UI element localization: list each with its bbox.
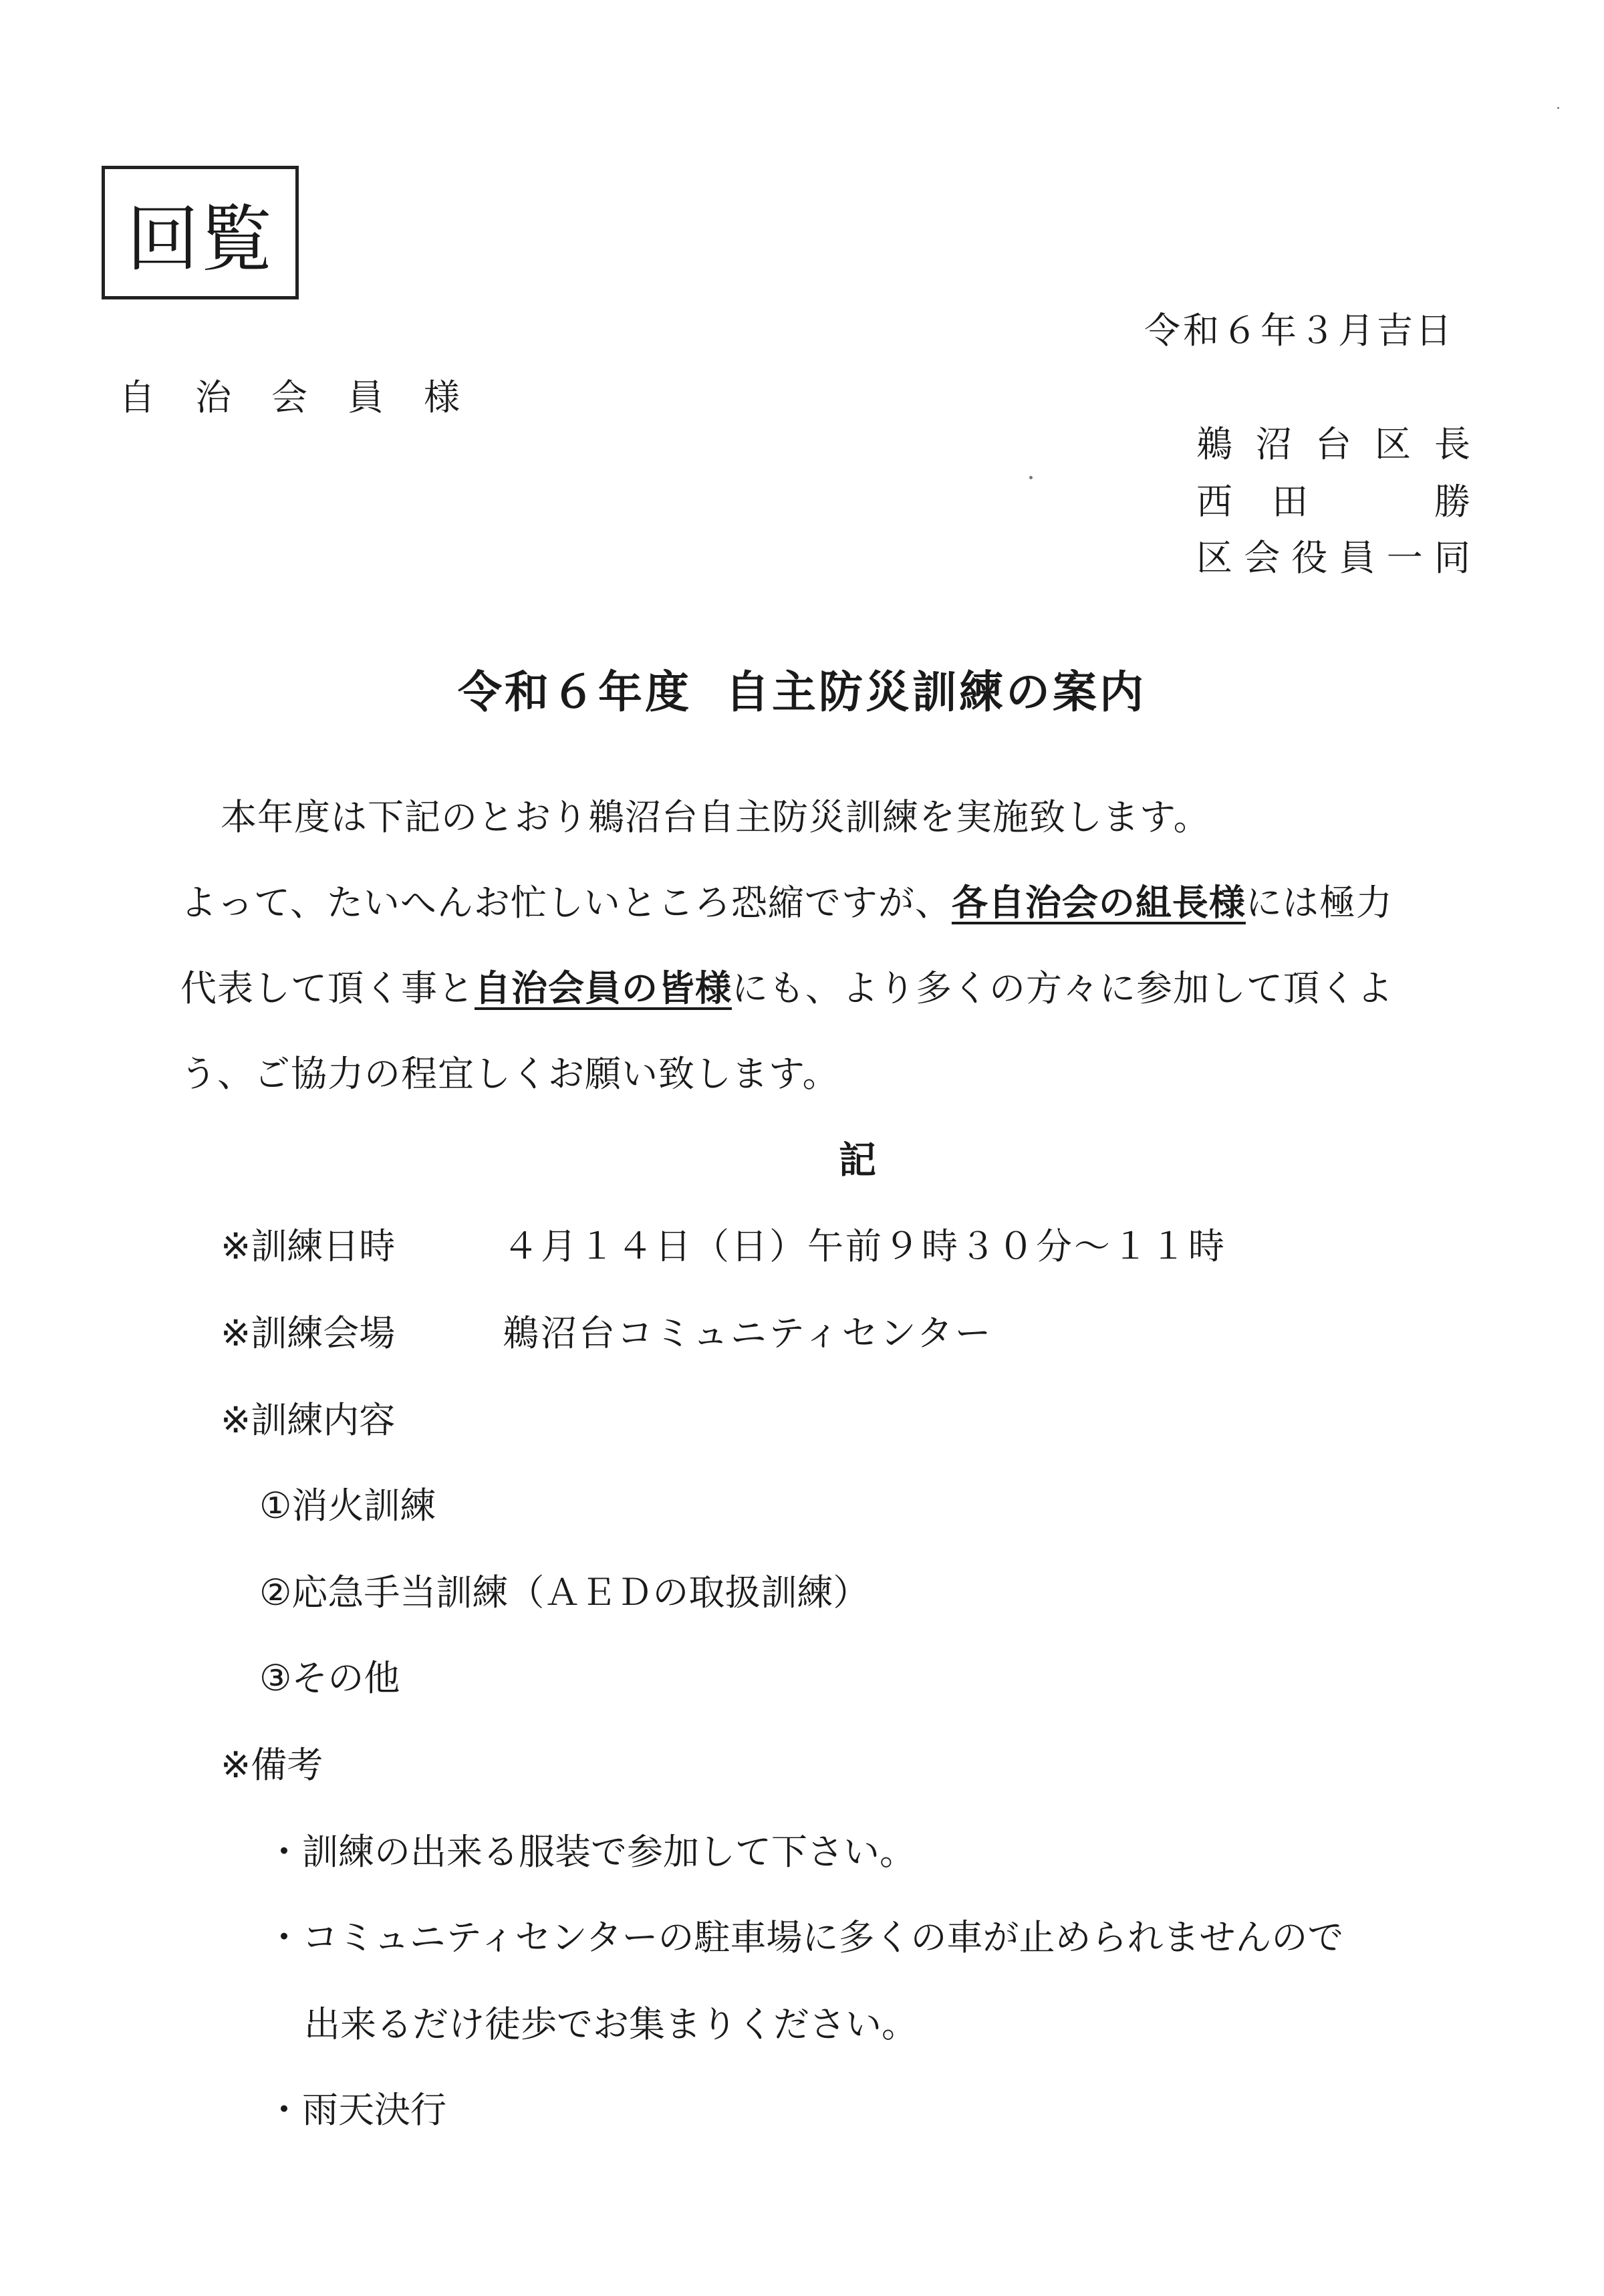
body-line-1: 本年度は下記のとおり鵜沼台自主防災訓練を実施致します。 [221,796,1210,838]
body-text: には極力 [1245,882,1393,924]
title-year: 令和６年度 [458,666,692,718]
scan-speck [1029,476,1033,479]
sender-char: 長 [1434,423,1470,465]
body-line-3 [180,960,1393,1011]
sender-char: 一 [1386,537,1423,579]
sender-line-2 [1196,473,1470,525]
sender-char: 沼 [1256,423,1292,465]
venue-value: 鵜沼台コミュニティセンター [503,1312,993,1354]
content-item: ③その他 [259,1657,400,1699]
sender-char: 田 [1272,481,1308,523]
circulation-stamp: 回覧 [102,166,299,299]
notes-label: ※備考 [221,1744,323,1786]
issue-date: 令和６年３月吉日 [1144,309,1454,352]
note-item: ・訓練の出来る服装で参加して下さい。 [266,1831,916,1873]
datetime-label: ※訓練日時 [221,1225,396,1267]
addressee: 自治会員様 [119,376,500,418]
document-title [0,656,1604,720]
sender-line-3 [1196,529,1470,581]
sender-char: 西 [1196,481,1232,523]
scan-speck [1557,107,1559,109]
title-subject: 自主防災訓練の案内 [725,666,1146,718]
sender-char: 同 [1434,537,1470,579]
sender-char: 勝 [1434,481,1470,523]
datetime-value: ４月１４日（日）午前９時３０分～１１時 [503,1225,1226,1267]
body-text: 代表して頂く事と [180,967,475,1009]
content-item: ①消火訓練 [259,1485,436,1527]
body-line-2 [180,874,1393,926]
sender-char: 鵜 [1196,423,1232,465]
sender-char: 台 [1315,423,1351,465]
sender-line-1 [1196,416,1470,467]
venue-label: ※訓練会場 [221,1312,396,1354]
note-item-continuation: 出来るだけ徒歩でお集まりください。 [304,2003,918,2045]
underlined-text-members: 自治会員の皆様 [475,967,732,1009]
sender-char: 区 [1375,423,1411,465]
content-label: ※訓練内容 [221,1399,396,1441]
sender-char: 会 [1244,537,1281,579]
content-item: ②応急手当訓練（ＡＥＤの取扱訓練） [259,1571,870,1614]
sender-char: 員 [1339,537,1375,579]
ki-heading: 記 [839,1139,876,1182]
note-item: ・雨天決行 [266,2089,446,2131]
sender-char: 役 [1291,537,1328,579]
underlined-text-group-leaders: 各自治会の組長様 [951,882,1246,924]
body-text: にも、より多くの方々に参加して頂くよ [732,967,1393,1009]
sender-char: 区 [1196,537,1232,579]
body-line-4: う、ご協力の程宜しくお願い致します。 [180,1053,839,1095]
note-item: ・コミュニティセンターの駐車場に多くの車が止められませんので [266,1916,1344,1958]
body-text: よって、たいへんお忙しいところ恐縮ですが、 [180,882,952,924]
